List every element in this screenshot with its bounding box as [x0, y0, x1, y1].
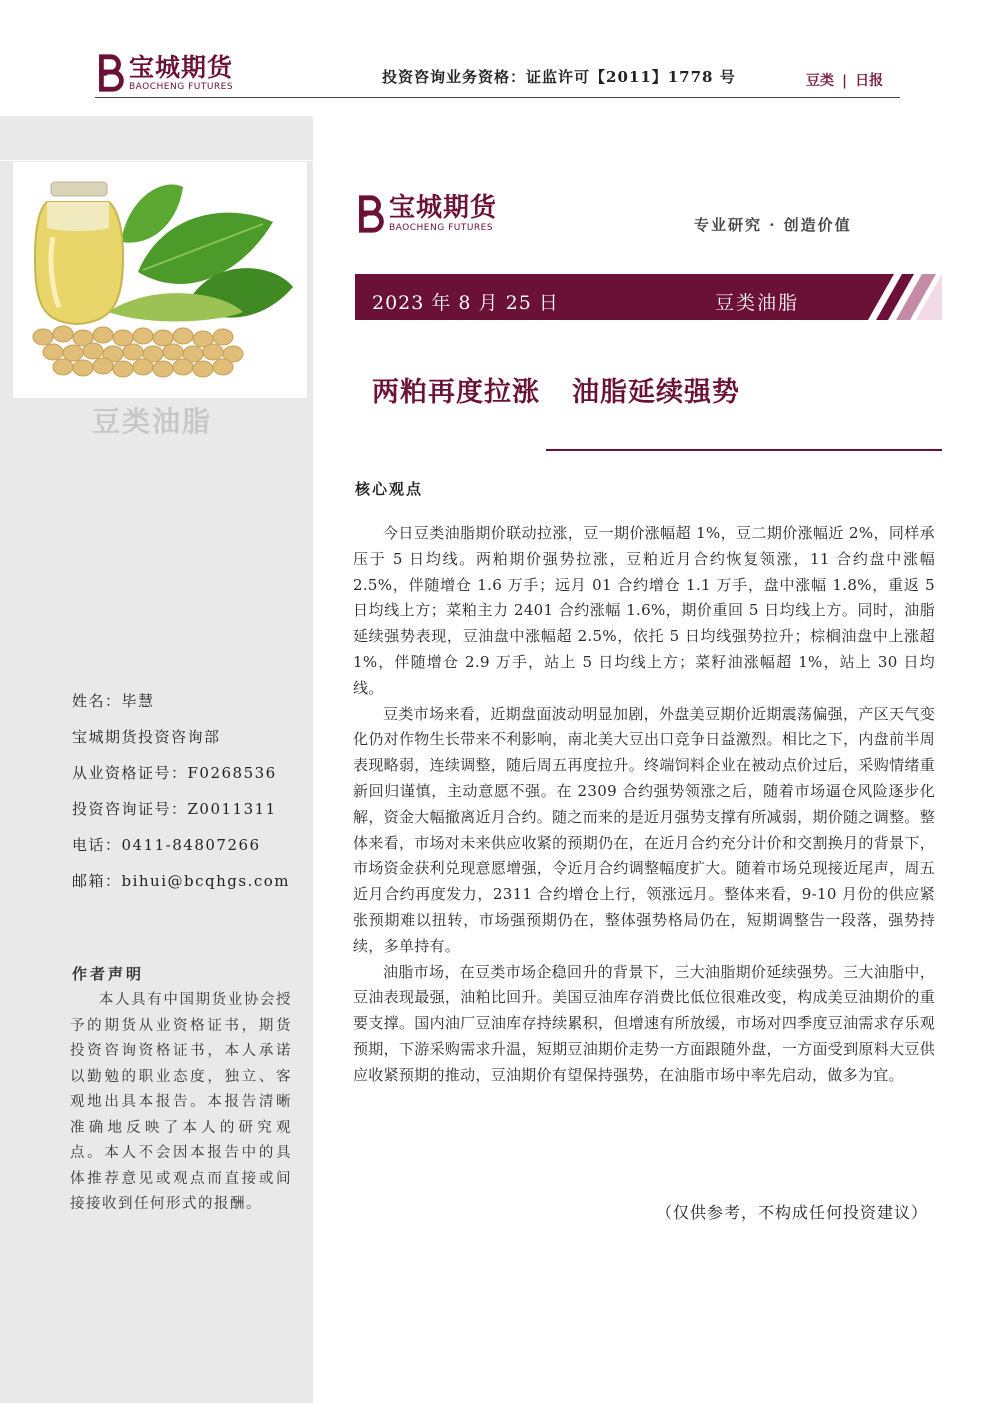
headline-rule — [546, 449, 942, 451]
slogan: 专业研究 · 创造价值 — [694, 216, 852, 234]
headline — [372, 370, 740, 409]
disclaimer: （仅供参考，不构成任何投资建议） — [656, 1203, 929, 1222]
tag-category: 豆类 — [806, 73, 834, 89]
tag-separator: | — [842, 73, 848, 89]
report-category: 豆类油脂 — [715, 292, 800, 314]
qualification-number: 从业资格证号：F0268536 — [72, 764, 277, 782]
declaration-body: 本人具有中国期货业协会授予的期货从业资格证书，期货投资咨询资格证书，本人承诺以勤勉的职业态度，独立、客观地出具本报告。本报告清晰准确地反映了本人的研究观点。本人不会因本报告中的具体推荐意见或观点而直接或间接接收到任何形式的报酬。 — [70, 992, 292, 1212]
baocheng-logo-icon — [355, 194, 385, 234]
core-view-title: 核心观点 — [355, 480, 424, 498]
email-address[interactable]: 邮箱：bihui@bcqhgs.com — [72, 872, 291, 890]
report-brand-en: BAOCHENG FUTURES — [389, 223, 494, 233]
headline-part1: 两粕再度拉涨 — [372, 377, 540, 408]
report-logo — [355, 194, 497, 234]
phone-number: 电话：0411-84807266 — [72, 836, 261, 854]
soybean-oil-jar-image — [13, 162, 307, 398]
author-name: 姓名：毕慧 — [72, 692, 155, 710]
author-department: 宝城期货投资咨询部 — [72, 728, 221, 746]
paragraph: 今日豆类油脂期价联动拉涨，豆一期价涨幅超 1%，豆二期价涨幅近 2%，同样承压于 5 日均线。两粕期价强势拉涨，豆粕近月合约恢复领涨，11 合约盘中涨幅 2.5%，伴随增仓 1.6 万手；远月 01 合约增仓 1.1 万手，盘中涨幅 1.8%，重返 5 日均线上方；菜粕主力 2401 合约涨幅 1.6%，期价重回 5 日均线上方。同时，油脂延续强势表现，豆油盘中涨幅超 2.5%，依托 5 日均线强势拉升；棕榈油盘中上涨超 1%，伴随增仓 2.9 万手，站上 5 日均线上方；菜籽油涨幅超 1%，站上 30 日均线。 — [353, 524, 935, 697]
sidebar-title: 豆类油脂 — [92, 405, 213, 438]
banner-stripes-icon — [856, 274, 942, 320]
header-divider — [95, 97, 900, 98]
report-body — [353, 521, 935, 1089]
paragraph: 油脂市场，在豆类市场企稳回升的背景下，三大油脂期价延续强势。三大油脂中，豆油表现最强，油粕比回升。美国豆油库存消费比低位很难改变，构成美豆油期价的重要支撑。国内油厂豆油库存持续累积，但增速有所放缓，市场对四季度豆油需求存乐观预期，下游采购需求升温，短期豆油期价走势一方面跟随外盘，一方面受到原料大豆供应收紧预期的推动，豆油期价有望保持强势，在油脂市场中率先启动，做多为宜。 — [353, 962, 935, 1084]
report-brand-cn: 宝城期货 — [389, 193, 498, 223]
declaration-title: 作者声明 — [72, 965, 145, 983]
headline-part2: 油脂延续强势 — [572, 377, 740, 408]
brand-name-cn: 宝城期货 — [129, 52, 234, 82]
certificate-text: 投资咨询业务资格：证监许可【2011】1778 号 — [382, 68, 736, 86]
tag-type: 日报 — [855, 73, 884, 89]
sidebar-top-band — [0, 118, 313, 161]
paragraph: 豆类市场来看，近期盘面波动明显加剧，外盘美豆期价近期震荡偏强，产区天气变化仍对作物生长带来不利影响，南北美大豆出口竞争日益激烈。相比之下，内盘前半周表现略弱，连续调整，随后周五再度拉升。终端饲料企业在被动点价过后，采购情绪重新回归谨慎，主动意愿不强。在 2309 合约强势领涨之后，随着市场逼仓风险逐步化解，资金大幅撤离近月合约。随之而来的是近月强势支撑有所减弱，期价随之调整。整体来看，市场对未来供应收紧的预期仍在，在近月合约充分计价和交割换月的背景下，市场资金获利兑现意愿增强，令近月合约调整幅度扩大。随着市场兑现接近尾声，周五近月合约再度发力，2311 合约增仓上行，领涨远月。整体来看，9-10 月份的供应紧张预期难以扭转，市场强预期仍在，整体强势格局仍在，短期调整告一段落，强势持续，多单持有。 — [353, 704, 935, 955]
report-date: 2023 年 8 月 25 日 — [372, 292, 559, 314]
cover-image — [13, 162, 307, 398]
baocheng-logo-icon — [95, 53, 125, 93]
header-logo — [95, 53, 233, 93]
header-tags — [806, 70, 883, 90]
consult-cert-number: 投资咨询证号：Z0011311 — [72, 800, 277, 818]
brand-name-en: BAOCHENG FUTURES — [129, 81, 234, 92]
